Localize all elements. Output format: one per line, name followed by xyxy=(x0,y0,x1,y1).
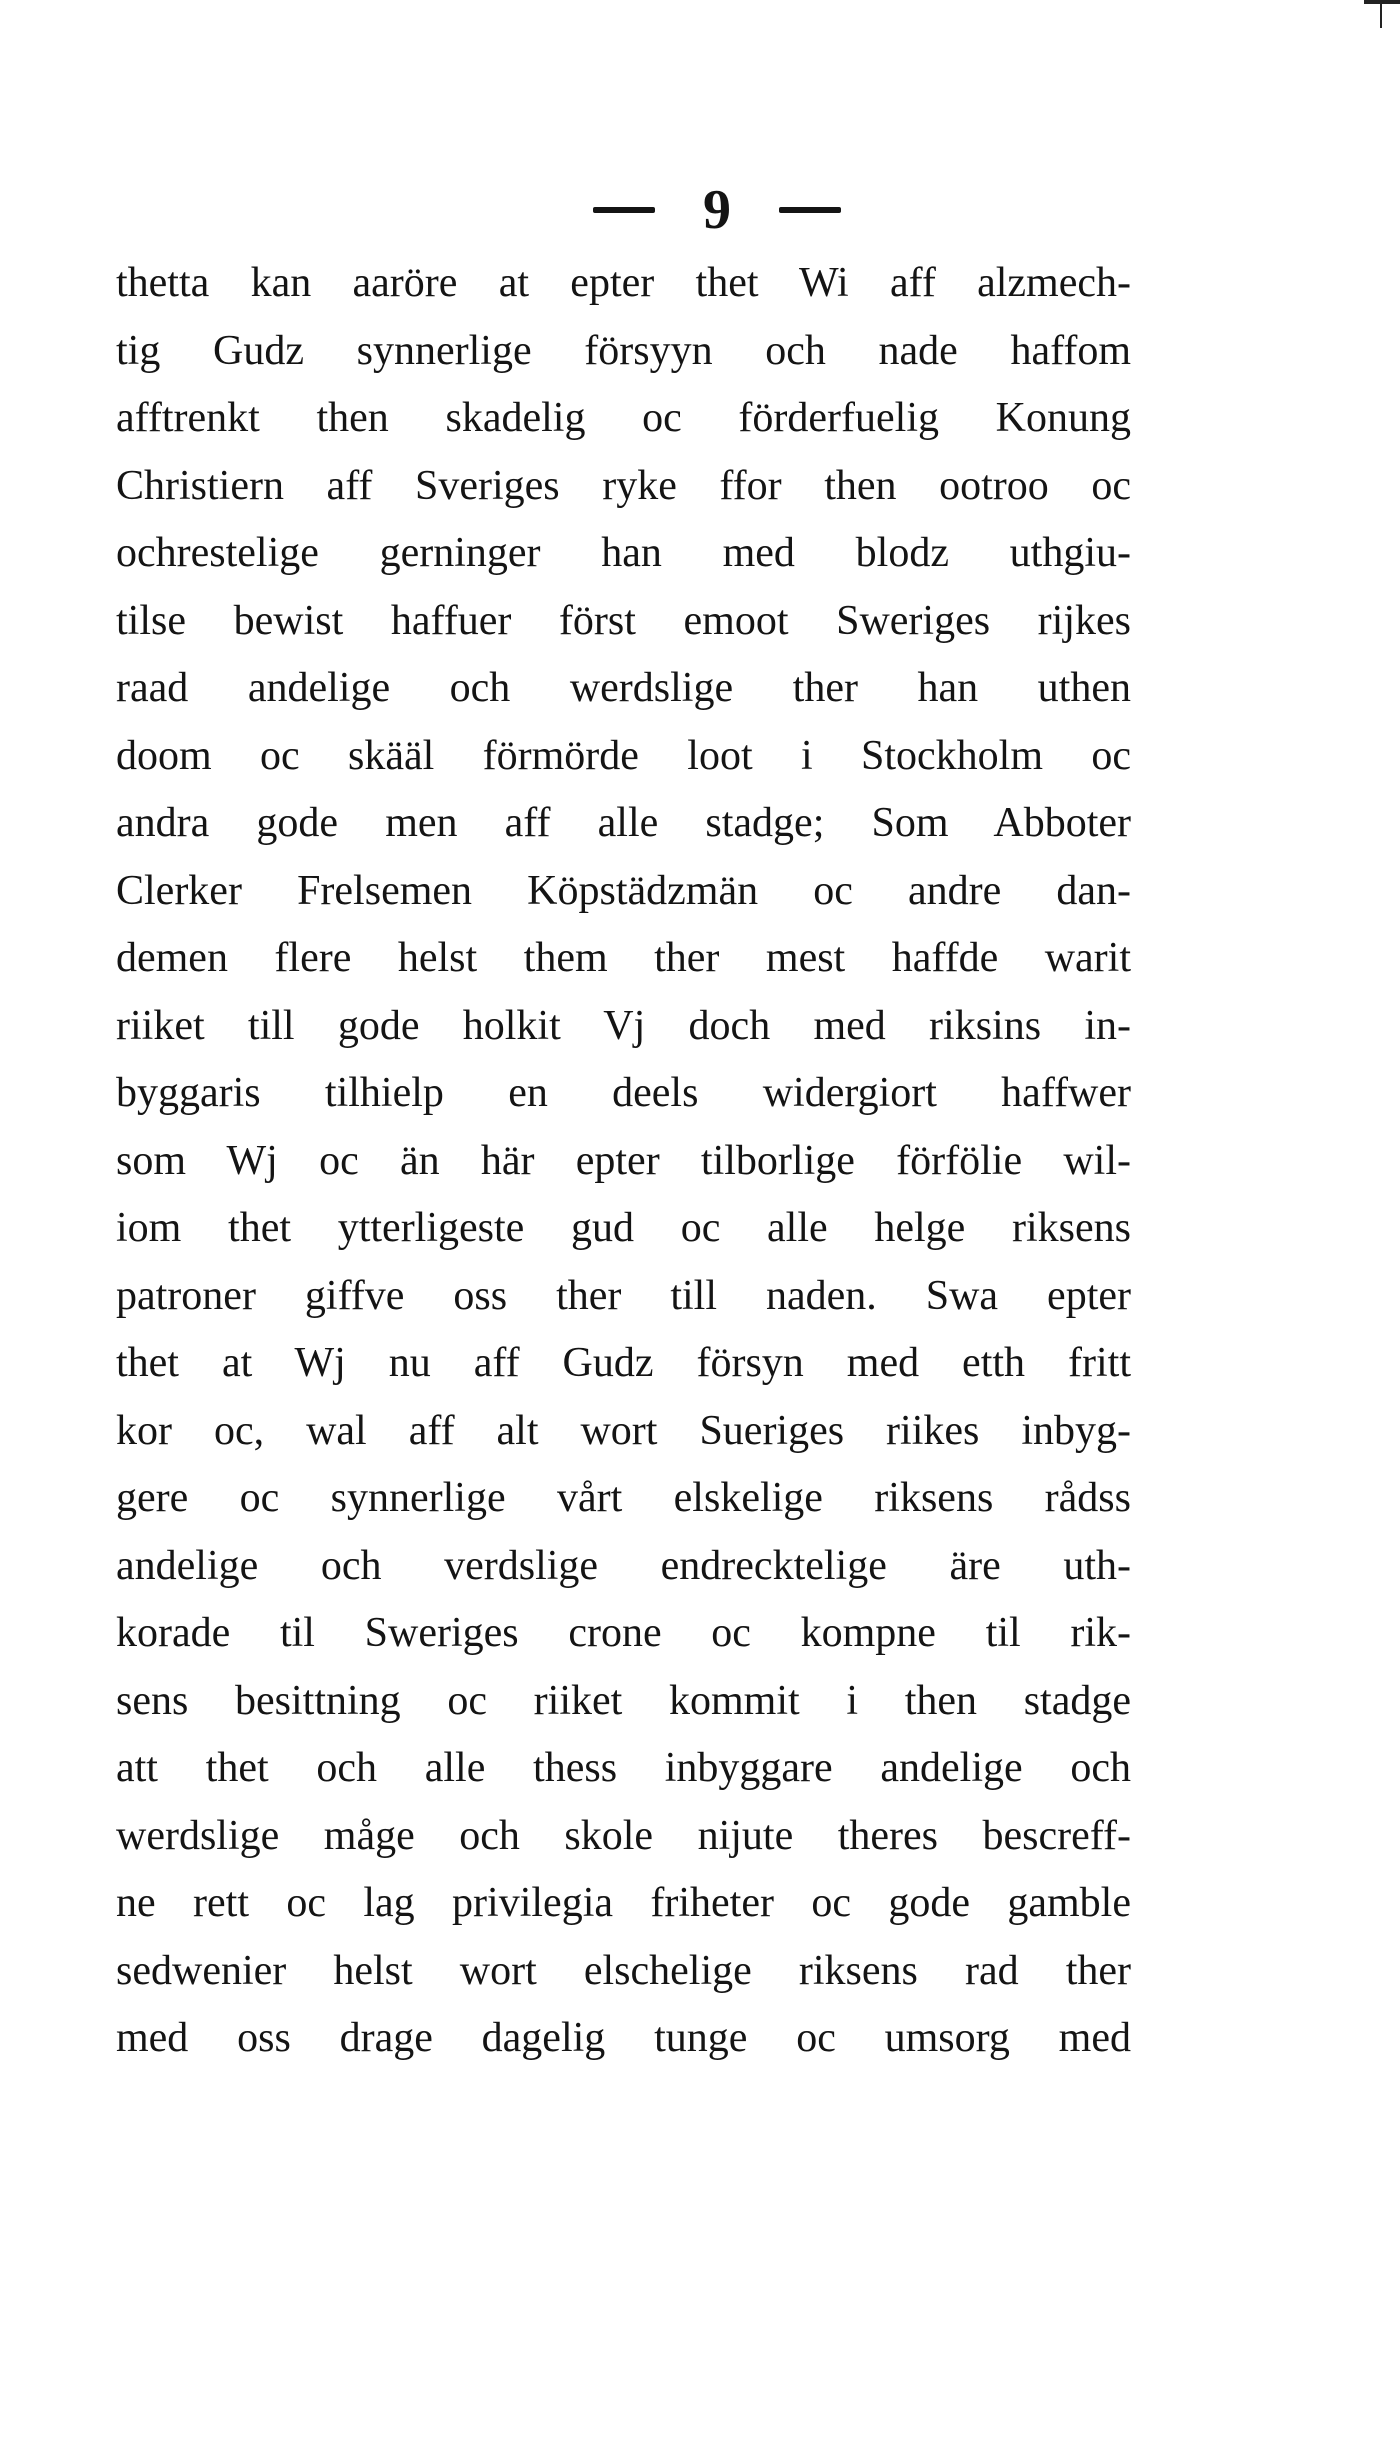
text-line: som Wj oc än här epter tilborlige förfölie wil- xyxy=(116,1137,1131,1184)
text-line: werdslige måge och skole nijute theres bescreff- xyxy=(116,1812,1131,1859)
body-text xyxy=(116,250,1131,2073)
page-number: 9 xyxy=(703,179,731,241)
text-line: ne rett oc lag privilegia friheter oc gode gamble xyxy=(116,1880,1131,1926)
page-header xyxy=(0,170,1400,250)
text-line: afftrenkt then skadelig oc förderfuelig Konung xyxy=(116,395,1131,441)
text-line: med oss drage dagelig tunge oc umsorg med xyxy=(116,2015,1131,2061)
text-line: sedwenier helst wort elschelige riksens rad ther xyxy=(116,1947,1131,1994)
page-header-inner xyxy=(593,170,841,250)
text-line: Clerker Frelsemen Köpstädzmän oc andre dan- xyxy=(116,867,1131,914)
text-line: thet at Wj nu aff Gudz försyn med etth fritt xyxy=(116,1340,1131,1386)
text-line: att thet och alle thess inbyggare andelige och xyxy=(116,1745,1131,1791)
text-line: tig Gudz synnerlige försyyn och nade haffom xyxy=(116,327,1131,374)
header-dash-left xyxy=(593,207,655,213)
header-dash-right xyxy=(779,207,841,213)
text-line: riiket till gode holkit Vj doch med riksins in- xyxy=(116,1002,1131,1049)
text-line: gere oc synnerlige vårt elskelige riksens rådss xyxy=(116,1475,1131,1521)
text-line: doom oc skääl förmörde loot i Stockholm oc xyxy=(116,732,1131,779)
text-line: thetta kan aaröre at epter thet Wi aff alzmech- xyxy=(116,260,1131,306)
scan-edge-mark xyxy=(1380,0,1382,28)
text-line: iom thet ytterligeste gud oc alle helge riksens xyxy=(116,1205,1131,1251)
text-line: andra gode men aff alle stadge; Som Abboter xyxy=(116,800,1131,846)
text-line: tilse bewist haffuer först emoot Sweriges rijkes xyxy=(116,597,1131,644)
text-line: sens besittning oc riiket kommit i then stadge xyxy=(116,1677,1131,1724)
text-line: korade til Sweriges crone oc kompne til rik- xyxy=(116,1610,1131,1656)
scan-edge-mark xyxy=(1364,0,1400,4)
text-line: andelige och verdslige endrecktelige äre uth- xyxy=(116,1542,1131,1589)
text-line: raad andelige och werdslige ther han uthen xyxy=(116,665,1131,711)
text-line: demen flere helst them ther mest haffde warit xyxy=(116,935,1131,981)
text-line: ochrestelige gerninger han med blodz uthgiu- xyxy=(116,530,1131,576)
text-line: patroner giffve oss ther till naden. Swa epter xyxy=(116,1272,1131,1319)
text-line: byggaris tilhielp en deels widergiort haffwer xyxy=(116,1070,1131,1116)
text-line: kor oc, wal aff alt wort Sueriges riikes inbyg- xyxy=(116,1407,1131,1454)
text-line: Christiern aff Sveriges ryke ffor then ootroo oc xyxy=(116,462,1131,509)
